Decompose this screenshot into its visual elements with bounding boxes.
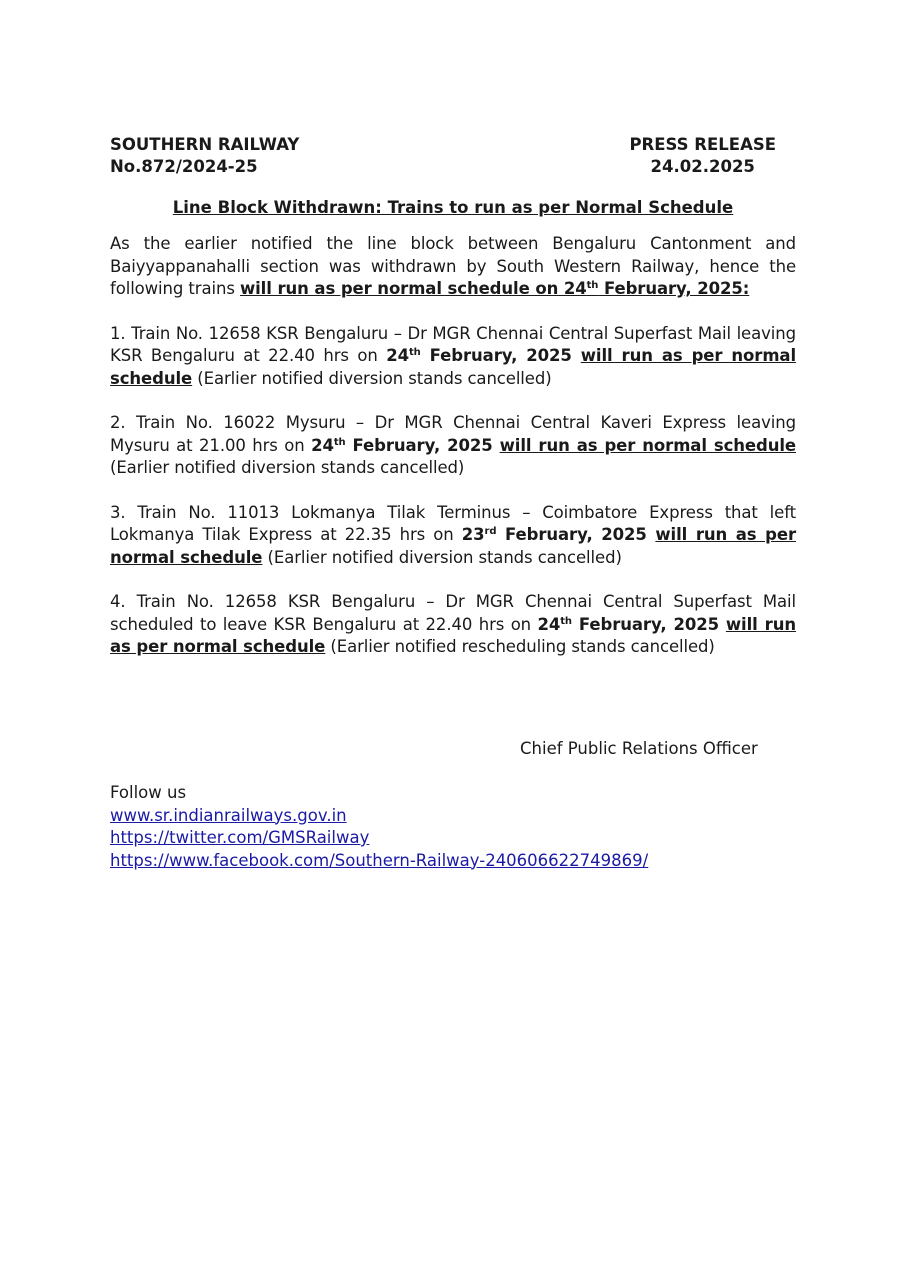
intro-emphasis: will run as per normal schedule on 24th February, 2025:: [239, 279, 750, 298]
intro-paragraph: [110, 233, 796, 301]
item-status: will run as per normal schedule: [110, 614, 796, 656]
item-date: 24th February, 2025: [311, 435, 500, 455]
header-left: [110, 134, 299, 178]
twitter-link[interactable]: https://twitter.com/GMSRailway: [110, 828, 370, 847]
item-status: will run as per normal schedule: [110, 346, 797, 388]
list-item: 3. Train No. 11013 Lokmanya Tilak Terminus – Coimbatore Express that left Lokmanya Tilak Express at 22.35 hrs on 23rd February, 2025 will run as per normal schedule (Earlier notified diversion stands cancelled): [110, 502, 796, 567]
follow-label: Follow us: [110, 783, 187, 802]
page-title: Line Block Withdrawn: Trains to run as per Normal Schedule: [172, 198, 734, 217]
list-item: 4. Train No. 12658 KSR Bengaluru – Dr MGR Chennai Central Superfast Mail scheduled to leave KSR Bengaluru at 22.40 hrs on 24th February, 2025 will run as per normal schedule (Earlier notified rescheduling stands cancelled): [110, 592, 796, 656]
intro-text: As the earlier notified the line block between Bengaluru Cantonment and Baiyyappanahalli section was withdrawn by South Western Railway, hence the following trains: [110, 234, 796, 298]
list-item: 2. Train No. 16022 Mysuru – Dr MGR Chennai Central Kaveri Express leaving Mysuru at 21.00 hrs on 24th February, 2025 will run as per normal schedule (Earlier notified diversion stands cancelled): [110, 413, 796, 477]
item-date: 24th February, 2025: [386, 346, 581, 365]
header: [110, 134, 796, 178]
signature: Chief Public Relations Officer: [520, 739, 758, 758]
facebook-link[interactable]: https://www.facebook.com/Southern-Railway-240606622749869/: [110, 850, 649, 870]
list-item: 1. Train No. 12658 KSR Bengaluru – Dr MGR Chennai Central Superfast Mail leaving KSR Bengaluru at 22.40 hrs on 24th February, 2025 will run as per normal schedule (Earlier notified diversion stands cancelled): [110, 323, 797, 388]
item-date: 24th February, 2025: [537, 614, 726, 634]
release-date: 24.02.2025: [650, 157, 755, 176]
header-right: [629, 134, 776, 178]
item-status: will run as per normal schedule: [499, 435, 796, 455]
website-link[interactable]: www.sr.indianrailways.gov.in: [110, 805, 347, 825]
org-name: SOUTHERN RAILWAY: [110, 135, 300, 154]
item-date: 23rd February, 2025: [461, 525, 656, 544]
item-status: will run as per normal schedule: [110, 525, 796, 567]
release-number: No.872/2024-25: [110, 157, 258, 176]
follow-section: [110, 782, 648, 872]
press-release-body: [110, 134, 796, 659]
doc-type: PRESS RELEASE: [629, 135, 776, 154]
